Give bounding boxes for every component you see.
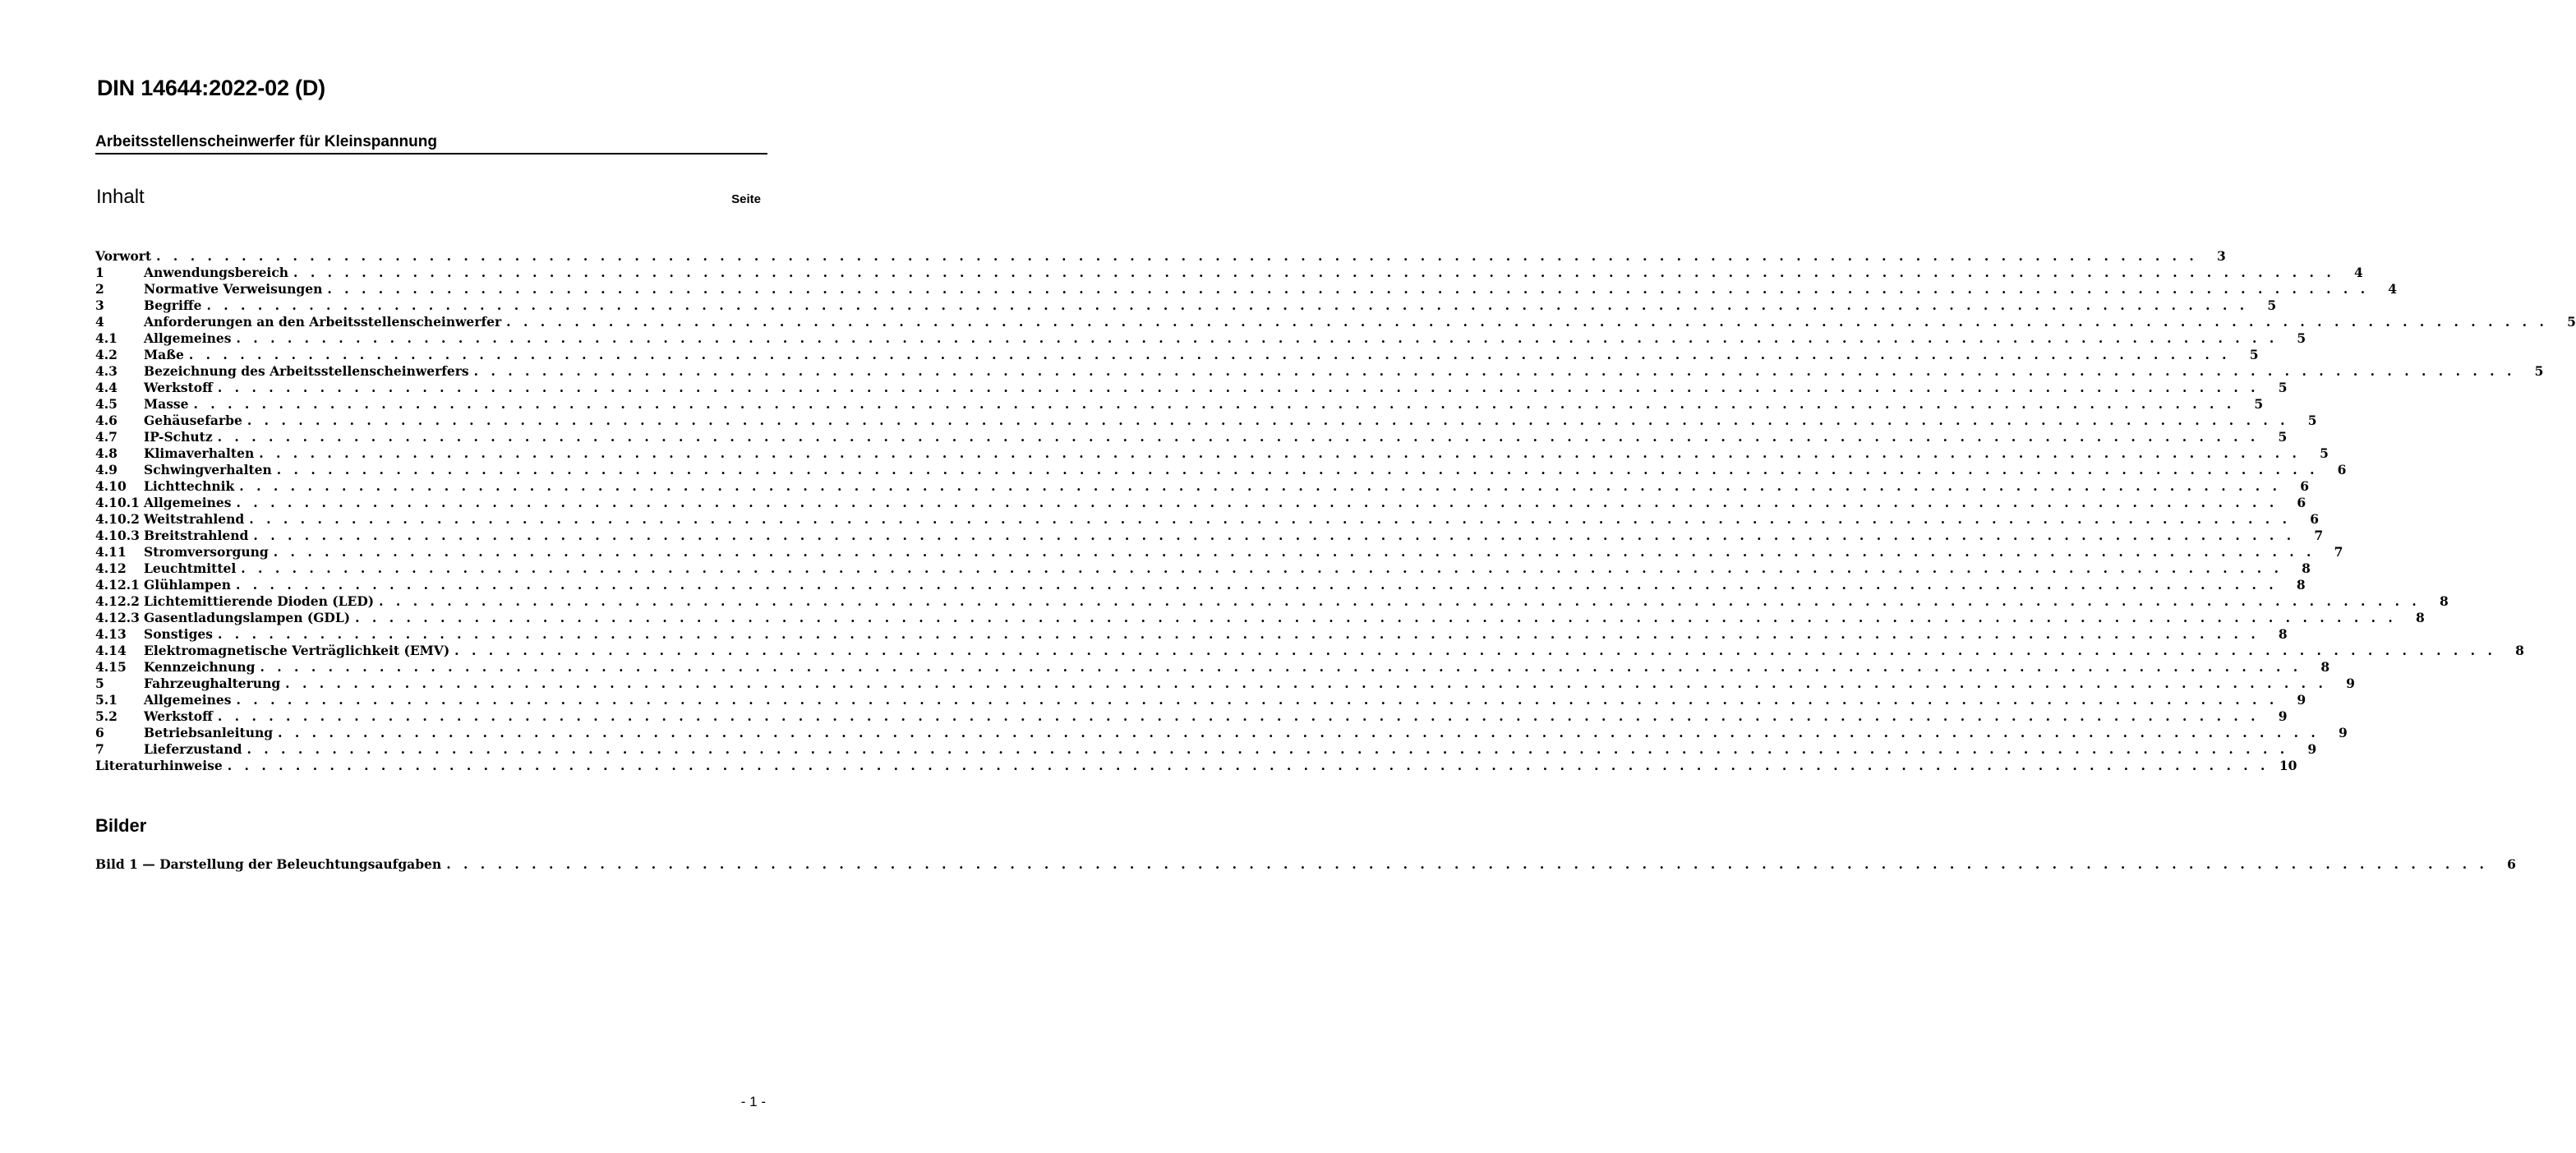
toc-entry[interactable] [95, 462, 2347, 478]
toc-entry-title: Elektromagnetische Verträglichkeit (EMV) [144, 643, 450, 658]
toc-entry-number: 4.10.2 [95, 511, 140, 527]
dot-leader: . . . . . . . . . . . . . . . . . . . . . . . . . . . . . . . . . . . . . . . . . . . . . . . . . . . . . . . . . . . . . . . . . . . . . . . . . . . . . . . . . . . . . . . . . . . . . . . . . . . . . . . . . . . . . . . . . . . . . . . . [259, 445, 2301, 461]
toc-entry-number: 4.8 [95, 445, 118, 461]
toc-entry-number: 4.5 [95, 396, 118, 412]
dot-leader: . . . . . . . . . . . . . . . . . . . . . . . . . . . . . . . . . . . . . . . . . . . . . . . . . . . . . . . . . . . . . . . . . . . . . . . . . . . . . . . . . . . . . . . . . . . . . . . . . . . . . . . . . . . . . . . . . . . . . . . . [206, 297, 2249, 313]
toc-entry-page: 6 [2310, 511, 2319, 527]
toc-entry-number: 4.12.3 [95, 610, 140, 625]
dot-leader: . . . . . . . . . . . . . . . . . . . . . . . . . . . . . . . . . . . . . . . . . . . . . . . . . . . . . . . . . . . . . . . . . . . . . . . . . . . . . . . . . . . . . . . . . . . . . . . . . . . . . . . . . . . . . . . . . . . . . . . . [188, 347, 2231, 362]
toc-entry-title: Breitstrahlend [144, 528, 249, 543]
toc-entry[interactable] [95, 593, 2449, 610]
toc-entry-page: 3 [2217, 248, 2226, 264]
toc-entry-title: Gasentladungslampen (GDL) [144, 610, 351, 625]
toc-entry[interactable] [95, 396, 2264, 413]
toc-entry-number: 5.1 [95, 692, 118, 708]
toc-entry-title: Werkstoff [144, 708, 213, 724]
toc-entry-number: 4 [95, 314, 104, 330]
toc-entry-title: Normative Verweisungen [144, 281, 323, 297]
dot-leader: . . . . . . . . . . . . . . . . . . . . . . . . . . . . . . . . . . . . . . . . . . . . . . . . . . . . . . . . . . . . . . . . . . . . . . . . . . . . . . . . . . . . . . . . . . . . . . . . . . . . . . . . . . . . . . . . . . . . . . . . [260, 659, 2302, 675]
toc-entry-page: 7 [2314, 528, 2324, 543]
dot-leader: . . . . . . . . . . . . . . . . . . . . . . . . . . . . . . . . . . . . . . . . . . . . . . . . . . . . . . . . . . . . . . . . . . . . . . . . . . . . . . . . . . . . . . . . . . . . . . . . . . . . . . . . . . . . . . . . . . . . . . . . [247, 413, 2289, 428]
toc-entry-page: 8 [2320, 659, 2330, 675]
toc-entry-title: Betriebsanleitung [144, 725, 274, 740]
dot-leader: . . . . . . . . . . . . . . . . . . . . . . . . . . . . . . . . . . . . . . . . . . . . . . . . . . . . . . . . . . . . . . . . . . . . . . . . . . . . . . . . . . . . . . . . . . . . . . . . . . . . . . . . . . . . . . . . . . . . . . . . [454, 643, 2496, 658]
toc-entry[interactable] [95, 626, 2288, 643]
toc-entry-title: Begriffe [144, 297, 202, 313]
toc-entry-page: 7 [2334, 544, 2343, 560]
toc-page-label: Seite [731, 192, 761, 206]
dot-leader: . . . . . . . . . . . . . . . . . . . . . . . . . . . . . . . . . . . . . . . . . . . . . . . . . . . . . . . . . . . . . . . . . . . . . . . . . . . . . . . . . . . . . . . . . . . . . . . . . . . . . . . . . . . . . . . . . . . . . . . . [249, 511, 2291, 527]
toc-entry-title: Schwingverhalten [144, 462, 272, 477]
toc-entry[interactable] [95, 758, 2297, 774]
toc-entry[interactable] [95, 659, 2330, 676]
toc-entry-number: 4.14 [95, 643, 127, 658]
toc-entry-title: Bild 1 — Darstellung der Beleuchtungsaufgaben [95, 856, 442, 872]
toc-entry-title: Masse [144, 396, 189, 412]
toc-entry-page: 8 [2416, 610, 2425, 625]
dot-leader: . . . . . . . . . . . . . . . . . . . . . . . . . . . . . . . . . . . . . . . . . . . . . . . . . . . . . . . . . . . . . . . . . . . . . . . . . . . . . . . . . . . . . . . . . . . . . . . . . . . . . . . . . . . . . . . . . . . . . . . . [355, 610, 2397, 625]
dot-leader: . . . . . . . . . . . . . . . . . . . . . . . . . . . . . . . . . . . . . . . . . . . . . . . . . . . . . . . . . . . . . . . . . . . . . . . . . . . . . . . . . . . . . . . . . . . . . . . . . . . . . . . . . . . . . . . . . . . . . . . . [276, 462, 2319, 477]
toc-entry-title: Gehäusefarbe [144, 413, 242, 428]
toc-entry-page: 5 [2534, 363, 2544, 379]
toc-entry-title: Glühlampen [144, 577, 231, 593]
toc-entry-title: IP-Schutz [144, 429, 213, 445]
toc-entry[interactable] [95, 741, 2317, 758]
toc-entry-page: 5 [2267, 297, 2277, 313]
toc-entry-title: Fahrzeughalterung [144, 676, 281, 691]
toc-entry-title: Lichtemittierende Dioden (LED) [144, 593, 375, 609]
toc-entry-title: Literaturhinweise [95, 758, 223, 773]
dot-leader: . . . . . . . . . . . . . . . . . . . . . . . . . . . . . . . . . . . . . . . . . . . . . . . . . . . . . . . . . . . . . . . . . . . . . . . . . . . . . . . . . . . . . . . . . . . . . . . . . . . . . . . . . . . . . . . . . . . . . . . . [273, 544, 2316, 560]
toc-entry[interactable] [95, 495, 2306, 511]
toc-entry-title: Bezeichnung des Arbeitsstellenscheinwerfers [144, 363, 469, 379]
toc-entry-number: 4.3 [95, 363, 118, 379]
toc-entry-title: Werkstoff [144, 380, 213, 395]
toc-entry[interactable] [95, 560, 2311, 577]
dot-leader: . . . . . . . . . . . . . . . . . . . . . . . . . . . . . . . . . . . . . . . . . . . . . . . . . . . . . . . . . . . . . . . . . . . . . . . . . . . . . . . . . . . . . . . . . . . . . . . . . . . . . . . . . . . . . . . . . . . . . . . . [241, 560, 2283, 576]
toc-entry[interactable] [95, 363, 2544, 380]
toc-entry[interactable] [95, 725, 2348, 741]
toc-entry[interactable] [95, 478, 2309, 495]
toc-entry-number: 7 [95, 741, 104, 757]
dot-leader: . . . . . . . . . . . . . . . . . . . . . . . . . . . . . . . . . . . . . . . . . . . . . . . . . . . . . . . . . . . . . . . . . . . . . . . . . . . . . . . . . . . . . . . . . . . . . . . . . . . . . . . . . . . . . . . . . . . . . . . . [473, 363, 2516, 379]
toc-entry[interactable] [95, 577, 2306, 593]
toc-entry-page: 8 [2302, 560, 2311, 576]
dot-leader: . . . . . . . . . . . . . . . . . . . . . . . . . . . . . . . . . . . . . . . . . . . . . . . . . . . . . . . . . . . . . . . . . . . . . . . . . . . . . . . . . . . . . . . . . . . . . . . . . . . . . . . . . . . . . . . . . . . . . . . . [327, 281, 2370, 297]
toc-entry-number: 5 [95, 676, 104, 691]
toc-entry-page: 9 [2346, 676, 2355, 691]
dot-leader: . . . . . . . . . . . . . . . . . . . . . . . . . . . . . . . . . . . . . . . . . . . . . . . . . . . . . . . . . . . . . . . . . . . . . . . . . . . . . . . . . . . . . . . . . . . . . . . . . . . . . . . . . . . . . . . . . . . . . . . . [236, 692, 2279, 708]
toc-entry-page: 5 [2307, 413, 2317, 428]
toc-entry-number: 4.13 [95, 626, 127, 642]
toc-entry[interactable] [95, 511, 2319, 528]
toc-heading: Inhalt [96, 186, 145, 208]
dot-leader: . . . . . . . . . . . . . . . . . . . . . . . . . . . . . . . . . . . . . . . . . . . . . . . . . . . . . . . . . . . . . . . . . . . . . . . . . . . . . . . . . . . . . . . . . . . . . . . . . . . . . . . . . . . . . . . . . . . . . . . . [217, 380, 2260, 395]
toc-entry-number: 4.10.1 [95, 495, 140, 510]
toc-entry-page: 9 [2278, 708, 2288, 724]
toc-entry-page: 4 [2353, 265, 2363, 280]
toc-entry-page: 6 [2300, 478, 2309, 494]
toc-entry[interactable] [95, 330, 2306, 347]
toc-entry-title: Vorwort [95, 248, 152, 264]
document-subtitle: Arbeitsstellenscheinwerfer für Kleinspannung [95, 133, 437, 150]
toc-entry-title: Stromversorgung [144, 544, 269, 560]
figure-entry[interactable] [95, 856, 2516, 873]
toc-entry-number: 4.10.3 [95, 528, 140, 543]
toc-entry[interactable] [95, 248, 2226, 265]
toc-entry-title: Anforderungen an den Arbeitsstellenscheinwerfer [144, 314, 502, 330]
toc-entry-page: 8 [2278, 626, 2288, 642]
toc-entry[interactable] [95, 413, 2317, 429]
toc-entry-number: 4.10 [95, 478, 127, 494]
dot-leader: . . . . . . . . . . . . . . . . . . . . . . . . . . . . . . . . . . . . . . . . . . . . . . . . . . . . . . . . . . . . . . . . . . . . . . . . . . . . . . . . . . . . . . . . . . . . . . . . . . . . . . . . . . . . . . . . . . . . . . . . [239, 478, 2281, 494]
toc-entry-page: 5 [2567, 314, 2576, 330]
toc-entry-number: 5.2 [95, 708, 118, 724]
dot-leader: . . . . . . . . . . . . . . . . . . . . . . . . . . . . . . . . . . . . . . . . . . . . . . . . . . . . . . . . . . . . . . . . . . . . . . . . . . . . . . . . . . . . . . . . . . . . . . . . . . . . . . . . . . . . . . . . . . . . . . . . [446, 856, 2488, 872]
dot-leader: . . . . . . . . . . . . . . . . . . . . . . . . . . . . . . . . . . . . . . . . . . . . . . . . . . . . . . . . . . . . . . . . . . . . . . . . . . . . . . . . . . . . . . . . . . . . . . . . . . . . . . . . . . . . . . . . . . . . . . . . [156, 248, 2198, 264]
toc-entry-page: 10 [2279, 758, 2297, 773]
toc-entry-number: 1 [95, 265, 104, 280]
toc-entry[interactable] [95, 281, 2398, 297]
toc-entry-title: Klimaverhalten [144, 445, 255, 461]
toc-entry-number: 2 [95, 281, 104, 297]
dot-leader: . . . . . . . . . . . . . . . . . . . . . . . . . . . . . . . . . . . . . . . . . . . . . . . . . . . . . . . . . . . . . . . . . . . . . . . . . . . . . . . . . . . . . . . . . . . . . . . . . . . . . . . . . . . . . . . . . . . . . . . . [285, 676, 2327, 691]
toc-entry-page: 5 [2278, 429, 2288, 445]
toc-entry-number: 4.4 [95, 380, 118, 395]
toc-entry-title: Kennzeichnung [144, 659, 256, 675]
list-of-figures [95, 856, 2516, 873]
dot-leader: . . . . . . . . . . . . . . . . . . . . . . . . . . . . . . . . . . . . . . . . . . . . . . . . . . . . . . . . . . . . . . . . . . . . . . . . . . . . . . . . . . . . . . . . . . . . . . . . . . . . . . . . . . . . . . . . . . . . . . . . [235, 577, 2278, 593]
toc-entry-title: Leuchtmittel [144, 560, 237, 576]
dot-leader: . . . . . . . . . . . . . . . . . . . . . . . . . . . . . . . . . . . . . . . . . . . . . . . . . . . . . . . . . . . . . . . . . . . . . . . . . . . . . . . . . . . . . . . . . . . . . . . . . . . . . . . . . . . . . . . . . . . . . . . . [193, 396, 2236, 412]
toc-entry-page: 8 [2515, 643, 2524, 658]
toc-entry-title: Allgemeines [144, 692, 232, 708]
toc-entry[interactable] [95, 528, 2324, 544]
toc-entry[interactable] [95, 445, 2329, 462]
toc-entry-page: 5 [2297, 330, 2306, 346]
toc-entry-title: Lieferzustand [144, 741, 242, 757]
dot-leader: . . . . . . . . . . . . . . . . . . . . . . . . . . . . . . . . . . . . . . . . . . . . . . . . . . . . . . . . . . . . . . . . . . . . . . . . . . . . . . . . . . . . . . . . . . . . . . . . . . . . . . . . . . . . . . . . . . . . . . . . [247, 741, 2289, 757]
page-number: - 1 - [740, 1094, 766, 1109]
dot-leader: . . . . . . . . . . . . . . . . . . . . . . . . . . . . . . . . . . . . . . . . . . . . . . . . . . . . . . . . . . . . . . . . . . . . . . . . . . . . . . . . . . . . . . . . . . . . . . . . . . . . . . . . . . . . . . . . . . . . . . . . [506, 314, 2548, 330]
toc-entry-number: 4.2 [95, 347, 118, 362]
toc-entry-number: 4.1 [95, 330, 118, 346]
toc-entry[interactable] [95, 643, 2524, 659]
dot-leader: . . . . . . . . . . . . . . . . . . . . . . . . . . . . . . . . . . . . . . . . . . . . . . . . . . . . . . . . . . . . . . . . . . . . . . . . . . . . . . . . . . . . . . . . . . . . . . . . . . . . . . . . . . . . . . . . . . . . . . . . [217, 429, 2260, 445]
toc-entry-page: 6 [2297, 495, 2306, 510]
toc-entry-number: 4.6 [95, 413, 118, 428]
toc-entry-title: Maße [144, 347, 184, 362]
toc-entry[interactable] [95, 692, 2306, 708]
toc-entry[interactable] [95, 676, 2355, 692]
dot-leader: . . . . . . . . . . . . . . . . . . . . . . . . . . . . . . . . . . . . . . . . . . . . . . . . . . . . . . . . . . . . . . . . . . . . . . . . . . . . . . . . . . . . . . . . . . . . . . . . . . . . . . . . . . . . . . . . . . . . . . . . [379, 593, 2421, 609]
toc-entry-number: 4.15 [95, 659, 127, 675]
dot-leader: . . . . . . . . . . . . . . . . . . . . . . . . . . . . . . . . . . . . . . . . . . . . . . . . . . . . . . . . . . . . . . . . . . . . . . . . . . . . . . . . . . . . . . . . . . . . . . . . . . . . . . . . . . . . . . . . . . . . . . . . [278, 725, 2320, 740]
toc-entry[interactable] [95, 380, 2288, 396]
toc-entry-title: Anwendungsbereich [144, 265, 289, 280]
dot-leader: . . . . . . . . . . . . . . . . . . . . . . . . . . . . . . . . . . . . . . . . . . . . . . . . . . . . . . . . . . . . . . . . . . . . . . . . . . . . . . . . . . . . . . . . . . . . . . . . . . . . . . . . . . . . . . . . . . . . . . . . [293, 265, 2335, 280]
dot-leader: . . . . . . . . . . . . . . . . . . . . . . . . . . . . . . . . . . . . . . . . . . . . . . . . . . . . . . . . . . . . . . . . . . . . . . . . . . . . . . . . . . . . . . . . . . . . . . . . . . . . . . . . . . . . . . . . . . . . . . . . [236, 495, 2279, 510]
toc-entry-page: 5 [2249, 347, 2259, 362]
dot-leader: . . . . . . . . . . . . . . . . . . . . . . . . . . . . . . . . . . . . . . . . . . . . . . . . . . . . . . . . . . . . . . . . . . . . . . . . . . . . . . . . . . . . . . . . . . . . . . . . . . . . . . . . . . . . . . . . . . . . . . . . [253, 528, 2296, 543]
toc-entry-page: 5 [2278, 380, 2288, 395]
toc-entry-page: 5 [2254, 396, 2264, 412]
toc-entry-page: 8 [2296, 577, 2306, 593]
toc-entry[interactable] [95, 610, 2425, 626]
toc-entry[interactable] [95, 429, 2288, 445]
toc-entry-page: 6 [2337, 462, 2347, 477]
dot-leader: . . . . . . . . . . . . . . . . . . . . . . . . . . . . . . . . . . . . . . . . . . . . . . . . . . . . . . . . . . . . . . . . . . . . . . . . . . . . . . . . . . . . . . . . . . . . . . . . . . . . . . . . . . . . . . . . . . . . . . . . [218, 626, 2260, 642]
document-subtitle-block [95, 133, 767, 155]
toc-entry[interactable] [95, 265, 2363, 281]
toc-entry-number: 3 [95, 297, 104, 313]
toc-entry-title: Weitstrahlend [144, 511, 245, 527]
toc-entry-page: 9 [2307, 741, 2317, 757]
toc-entry-title: Allgemeines [144, 330, 232, 346]
toc-entry-number: 4.9 [95, 462, 118, 477]
toc-entry-number: 6 [95, 725, 104, 740]
toc-entry-page: 9 [2297, 692, 2306, 708]
dot-leader: . . . . . . . . . . . . . . . . . . . . . . . . . . . . . . . . . . . . . . . . . . . . . . . . . . . . . . . . . . . . . . . . . . . . . . . . . . . . . . . . . . . . . . . . . . . . . . . . . . . . . . . . . . . . . . . . . . . . . . . . [227, 758, 2270, 773]
toc-entry-number: 4.11 [95, 544, 127, 560]
dot-leader: . . . . . . . . . . . . . . . . . . . . . . . . . . . . . . . . . . . . . . . . . . . . . . . . . . . . . . . . . . . . . . . . . . . . . . . . . . . . . . . . . . . . . . . . . . . . . . . . . . . . . . . . . . . . . . . . . . . . . . . . [217, 708, 2260, 724]
dot-leader: . . . . . . . . . . . . . . . . . . . . . . . . . . . . . . . . . . . . . . . . . . . . . . . . . . . . . . . . . . . . . . . . . . . . . . . . . . . . . . . . . . . . . . . . . . . . . . . . . . . . . . . . . . . . . . . . . . . . . . . . [236, 330, 2279, 346]
figures-heading: Bilder [95, 815, 147, 836]
table-of-contents [95, 248, 2576, 774]
document-id: DIN 14644:2022-02 (D) [97, 76, 325, 100]
toc-entry[interactable] [95, 347, 2259, 363]
toc-entry-page: 6 [2507, 856, 2516, 872]
toc-entry[interactable] [95, 708, 2288, 725]
toc-entry[interactable] [95, 297, 2277, 314]
toc-entry-title: Lichttechnik [144, 478, 235, 494]
toc-entry-number: 4.12.2 [95, 593, 140, 609]
toc-entry-number: 4.7 [95, 429, 118, 445]
toc-entry-number: 4.12 [95, 560, 127, 576]
toc-entry-number: 4.12.1 [95, 577, 140, 593]
toc-entry-title: Sonstiges [144, 626, 214, 642]
toc-entry-page: 9 [2339, 725, 2348, 740]
toc-entry-page: 4 [2388, 281, 2398, 297]
toc-entry[interactable] [95, 544, 2343, 560]
toc-entry-page: 5 [2320, 445, 2329, 461]
toc-entry[interactable] [95, 314, 2576, 330]
toc-entry-title: Allgemeines [144, 495, 232, 510]
toc-entry-page: 8 [2440, 593, 2449, 609]
